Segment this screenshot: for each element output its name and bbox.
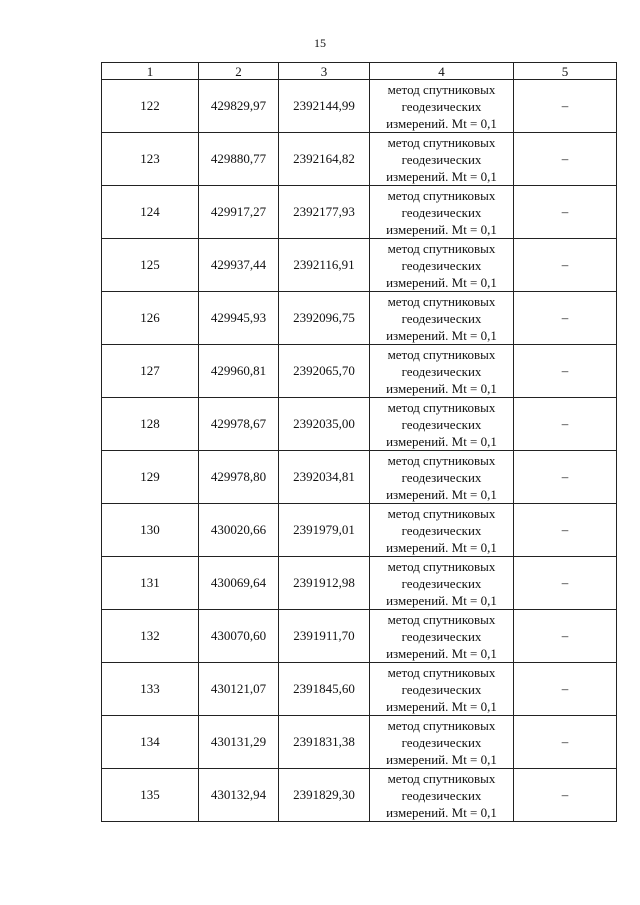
point-number-cell: 132 xyxy=(102,610,199,663)
table-row xyxy=(102,451,617,504)
point-number-cell: 127 xyxy=(102,345,199,398)
method-line: измерений. Mt = 0,1 xyxy=(386,115,497,131)
method-line: измерений. Mt = 0,1 xyxy=(386,380,497,396)
table-row xyxy=(102,186,617,239)
note-cell: – xyxy=(514,610,617,663)
table-row xyxy=(102,504,617,557)
method-cell xyxy=(370,345,514,398)
x-coordinate-cell: 430069,64 xyxy=(199,557,279,610)
note-cell: – xyxy=(514,398,617,451)
y-coordinate-cell: 2392164,82 xyxy=(279,133,370,186)
method-line: метод спутниковых xyxy=(387,134,496,150)
point-number-cell: 126 xyxy=(102,292,199,345)
y-coordinate-cell: 2391831,38 xyxy=(279,716,370,769)
method-line: метод спутниковых xyxy=(387,558,496,574)
table-row xyxy=(102,292,617,345)
page-number: 15 xyxy=(314,36,326,50)
point-number-cell: 125 xyxy=(102,239,199,292)
table-row xyxy=(102,398,617,451)
note-cell: – xyxy=(514,557,617,610)
method-line: метод спутниковых xyxy=(387,452,496,468)
method-line: геодезических xyxy=(401,416,482,432)
method-line: геодезических xyxy=(401,98,482,114)
x-coordinate-cell: 430131,29 xyxy=(199,716,279,769)
table-row xyxy=(102,239,617,292)
point-number-cell: 129 xyxy=(102,451,199,504)
note-cell: – xyxy=(514,769,617,822)
y-coordinate-cell: 2392096,75 xyxy=(279,292,370,345)
table-row xyxy=(102,133,617,186)
method-line: метод спутниковых xyxy=(387,399,496,415)
method-line: измерений. Mt = 0,1 xyxy=(386,592,497,608)
method-line: геодезических xyxy=(401,310,482,326)
method-line: метод спутниковых xyxy=(387,717,496,733)
method-line: геодезических xyxy=(401,628,482,644)
method-line: геодезических xyxy=(401,681,482,697)
coordinates-table xyxy=(101,62,617,822)
table-row xyxy=(102,663,617,716)
x-coordinate-cell: 430020,66 xyxy=(199,504,279,557)
method-line: геодезических xyxy=(401,257,482,273)
method-line: метод спутниковых xyxy=(387,770,496,786)
table-row xyxy=(102,716,617,769)
method-cell xyxy=(370,557,514,610)
point-number-cell: 134 xyxy=(102,716,199,769)
method-cell xyxy=(370,504,514,557)
x-coordinate-cell: 429978,67 xyxy=(199,398,279,451)
method-line: геодезических xyxy=(401,522,482,538)
method-cell xyxy=(370,133,514,186)
method-line: измерений. Mt = 0,1 xyxy=(386,539,497,555)
y-coordinate-cell: 2392065,70 xyxy=(279,345,370,398)
x-coordinate-cell: 429880,77 xyxy=(199,133,279,186)
note-cell: – xyxy=(514,133,617,186)
method-line: метод спутниковых xyxy=(387,240,496,256)
table-row xyxy=(102,80,617,133)
method-line: метод спутниковых xyxy=(387,611,496,627)
y-coordinate-cell: 2392144,99 xyxy=(279,80,370,133)
point-number-cell: 124 xyxy=(102,186,199,239)
method-line: измерений. Mt = 0,1 xyxy=(386,804,497,820)
method-line: измерений. Mt = 0,1 xyxy=(386,486,497,502)
y-coordinate-cell: 2391845,60 xyxy=(279,663,370,716)
header-row xyxy=(102,63,617,80)
method-line: метод спутниковых xyxy=(387,81,496,97)
method-cell xyxy=(370,80,514,133)
x-coordinate-cell: 429937,44 xyxy=(199,239,279,292)
table-row xyxy=(102,769,617,822)
method-line: геодезических xyxy=(401,204,482,220)
method-line: измерений. Mt = 0,1 xyxy=(386,433,497,449)
method-cell xyxy=(370,663,514,716)
method-line: геодезических xyxy=(401,734,482,750)
x-coordinate-cell: 430132,94 xyxy=(199,769,279,822)
method-line: геодезических xyxy=(401,787,482,803)
note-cell: – xyxy=(514,663,617,716)
note-cell: – xyxy=(514,292,617,345)
point-number-cell: 123 xyxy=(102,133,199,186)
point-number-cell: 133 xyxy=(102,663,199,716)
method-line: измерений. Mt = 0,1 xyxy=(386,221,497,237)
method-cell xyxy=(370,292,514,345)
method-line: измерений. Mt = 0,1 xyxy=(386,327,497,343)
point-number-cell: 131 xyxy=(102,557,199,610)
column-header-5: 5 xyxy=(514,63,617,80)
point-number-cell: 122 xyxy=(102,80,199,133)
table-row xyxy=(102,345,617,398)
method-line: геодезических xyxy=(401,575,482,591)
column-header-4: 4 xyxy=(370,63,514,80)
note-cell: – xyxy=(514,716,617,769)
method-line: измерений. Mt = 0,1 xyxy=(386,645,497,661)
point-number-cell: 135 xyxy=(102,769,199,822)
y-coordinate-cell: 2392035,00 xyxy=(279,398,370,451)
x-coordinate-cell: 429829,97 xyxy=(199,80,279,133)
method-line: метод спутниковых xyxy=(387,505,496,521)
y-coordinate-cell: 2391911,70 xyxy=(279,610,370,663)
method-cell xyxy=(370,239,514,292)
x-coordinate-cell: 430121,07 xyxy=(199,663,279,716)
x-coordinate-cell: 429917,27 xyxy=(199,186,279,239)
table-header xyxy=(102,63,617,80)
y-coordinate-cell: 2392034,81 xyxy=(279,451,370,504)
note-cell: – xyxy=(514,239,617,292)
method-cell xyxy=(370,769,514,822)
method-line: геодезических xyxy=(401,469,482,485)
column-header-3: 3 xyxy=(279,63,370,80)
method-cell xyxy=(370,451,514,504)
y-coordinate-cell: 2392116,91 xyxy=(279,239,370,292)
note-cell: – xyxy=(514,80,617,133)
x-coordinate-cell: 429978,80 xyxy=(199,451,279,504)
method-cell xyxy=(370,186,514,239)
x-coordinate-cell: 429960,81 xyxy=(199,345,279,398)
table-row xyxy=(102,557,617,610)
method-line: метод спутниковых xyxy=(387,187,496,203)
note-cell: – xyxy=(514,186,617,239)
method-line: измерений. Mt = 0,1 xyxy=(386,274,497,290)
method-line: метод спутниковых xyxy=(387,346,496,362)
method-line: геодезических xyxy=(401,363,482,379)
note-cell: – xyxy=(514,451,617,504)
point-number-cell: 130 xyxy=(102,504,199,557)
method-line: измерений. Mt = 0,1 xyxy=(386,698,497,714)
table-body xyxy=(102,80,617,822)
note-cell: – xyxy=(514,345,617,398)
column-header-2: 2 xyxy=(199,63,279,80)
y-coordinate-cell: 2392177,93 xyxy=(279,186,370,239)
method-line: метод спутниковых xyxy=(387,293,496,309)
note-cell: – xyxy=(514,504,617,557)
x-coordinate-cell: 429945,93 xyxy=(199,292,279,345)
y-coordinate-cell: 2391912,98 xyxy=(279,557,370,610)
method-cell xyxy=(370,716,514,769)
y-coordinate-cell: 2391829,30 xyxy=(279,769,370,822)
method-line: метод спутниковых xyxy=(387,664,496,680)
column-header-1: 1 xyxy=(102,63,199,80)
method-line: измерений. Mt = 0,1 xyxy=(386,168,497,184)
method-line: измерений. Mt = 0,1 xyxy=(386,751,497,767)
method-line: геодезических xyxy=(401,151,482,167)
x-coordinate-cell: 430070,60 xyxy=(199,610,279,663)
point-number-cell: 128 xyxy=(102,398,199,451)
table-row xyxy=(102,610,617,663)
y-coordinate-cell: 2391979,01 xyxy=(279,504,370,557)
method-cell xyxy=(370,398,514,451)
method-cell xyxy=(370,610,514,663)
